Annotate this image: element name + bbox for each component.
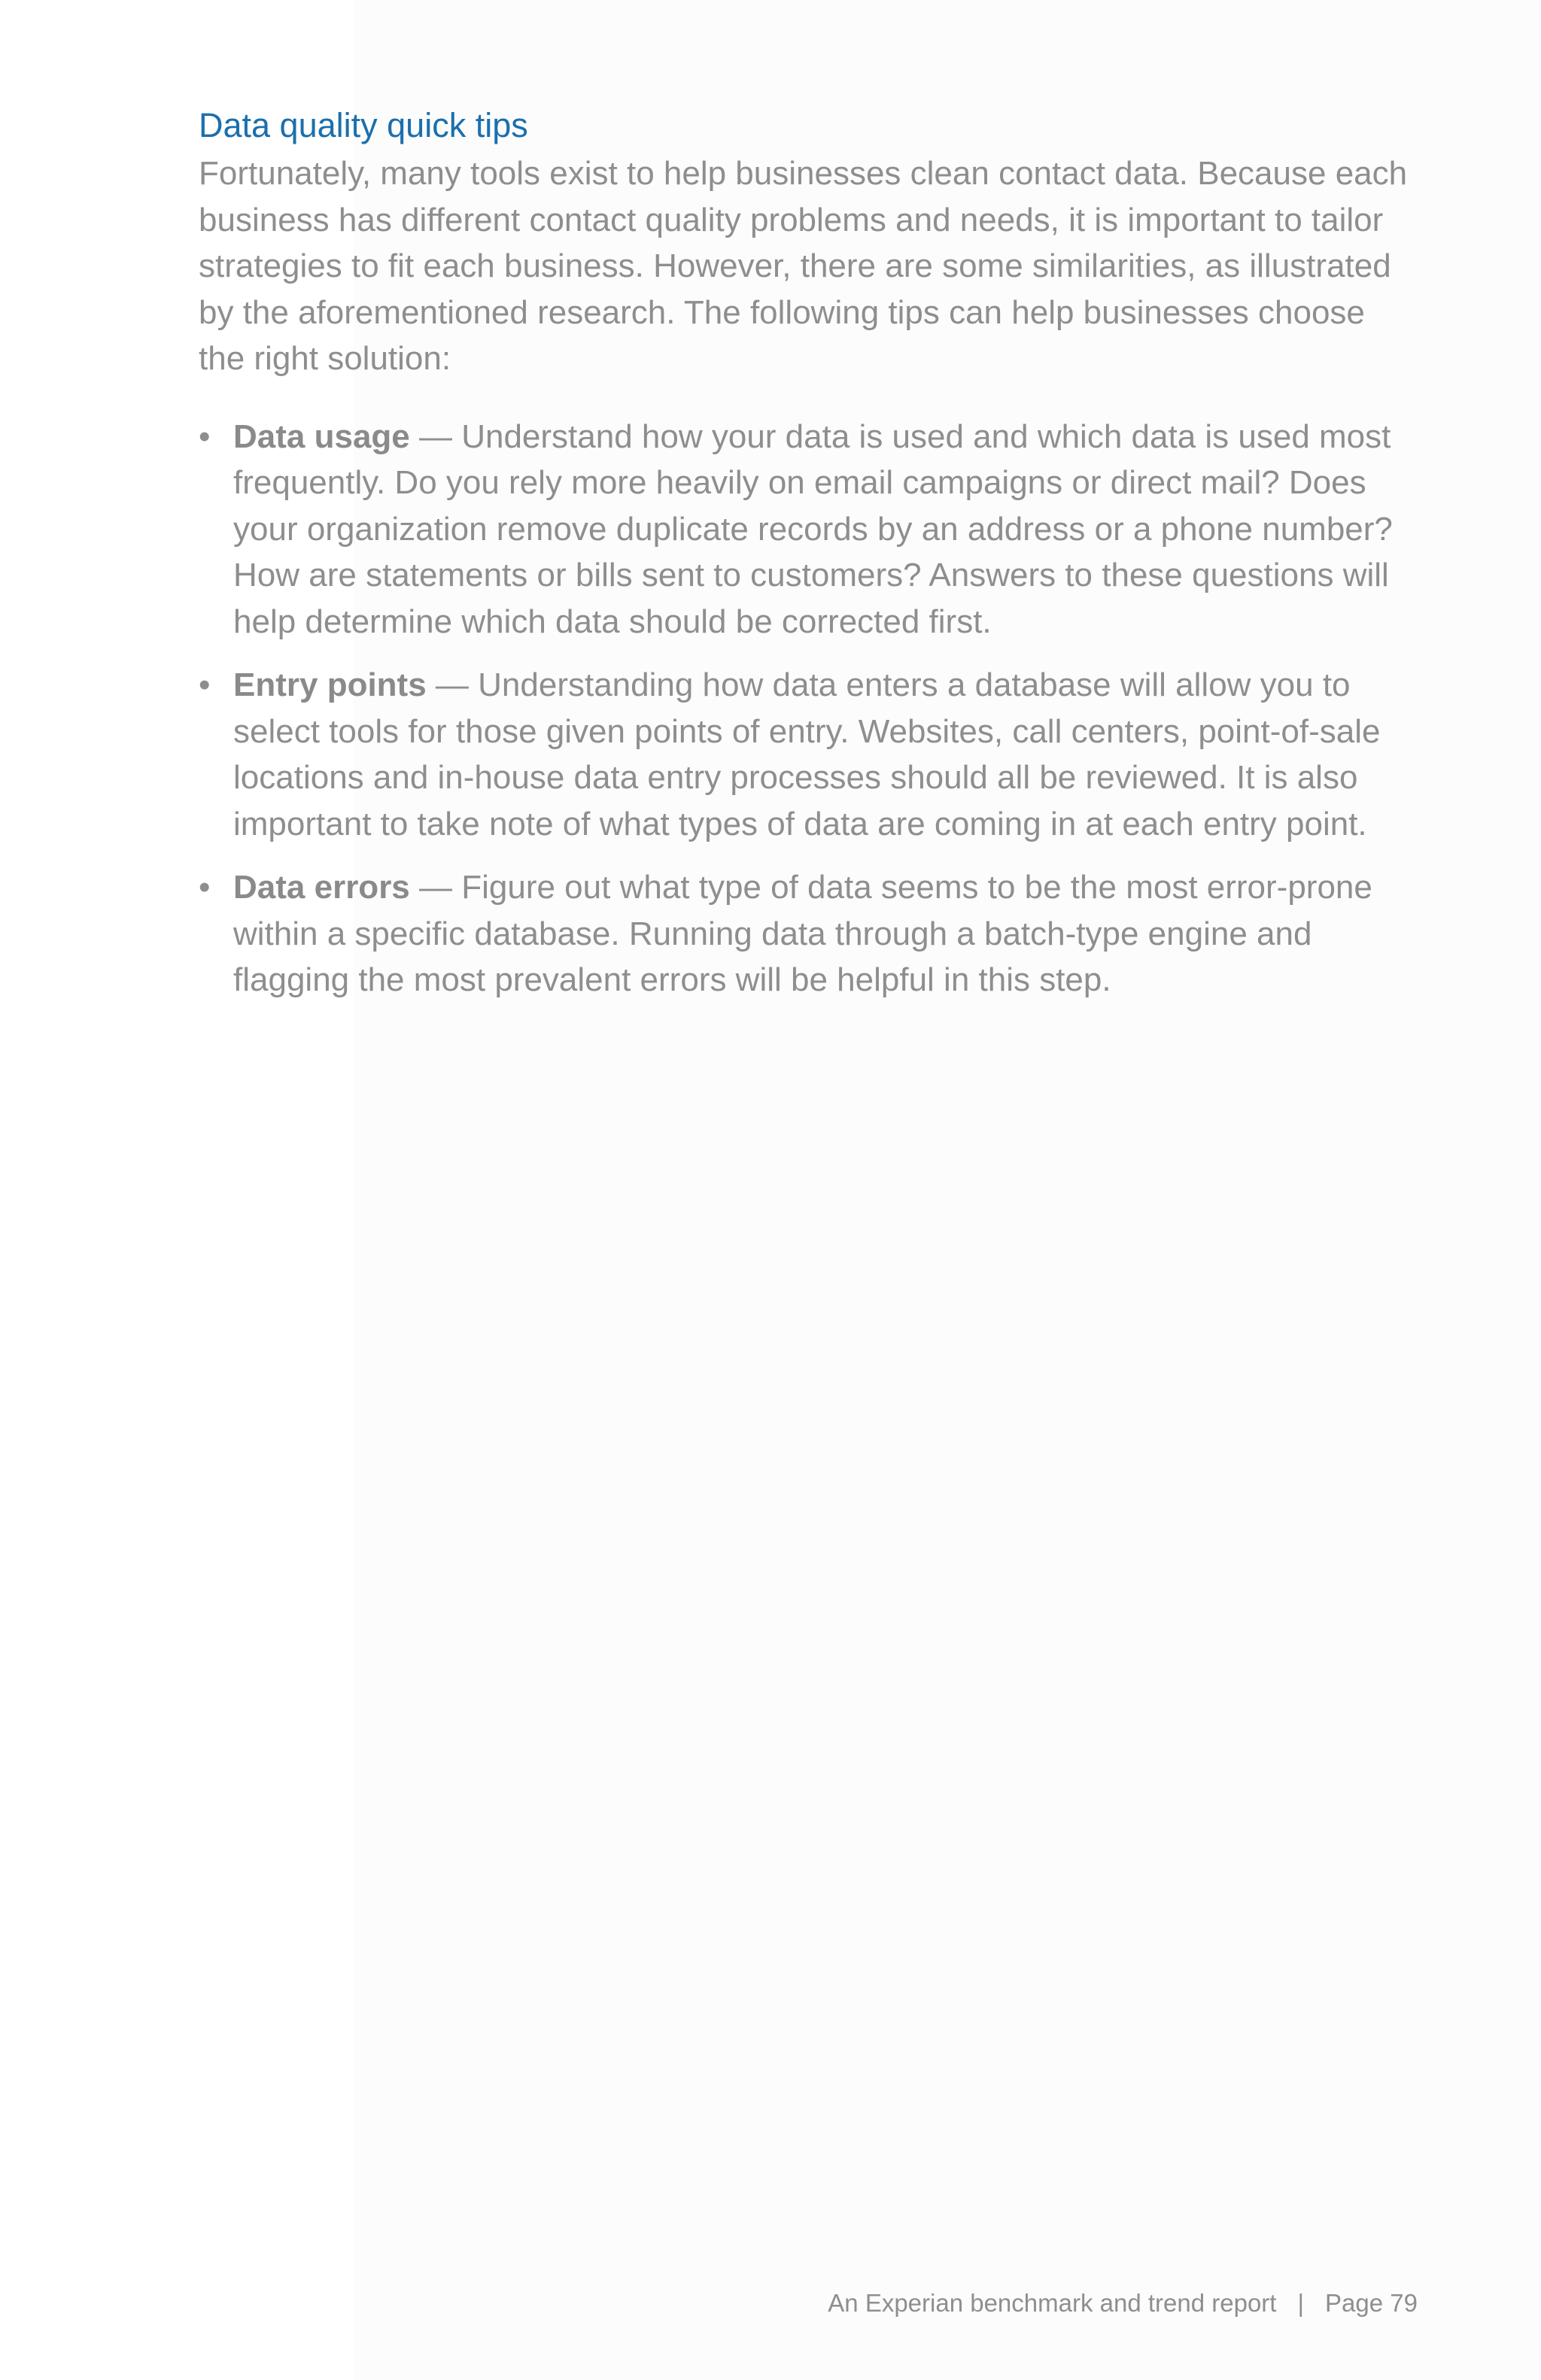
bullet-icon: •	[199, 869, 211, 906]
tip-text: Understanding how data enters a database will allow you to select tools for those given points of entry. Websites, call centers, point-of-sale locations and in-house data entry processes should all be reviewed. It is also important to take note of what types of data are coming in at each entry point.	[233, 666, 1381, 842]
tip-item-entry-points	[199, 662, 1418, 847]
tip-dash: —	[426, 666, 479, 703]
footer-report-title: An Experian benchmark and trend report	[828, 2289, 1277, 2317]
bullet-icon: •	[199, 417, 211, 455]
tip-dash: —	[409, 869, 462, 906]
page-footer	[828, 2288, 1418, 2318]
intro-paragraph: Fortunately, many tools exist to help businesses clean contact data. Because each business has different contact quality problems and needs, it is important to tailor strategies to fit each business. However, there are some similarities, as illustrated by the aforementioned research. The following tips can help businesses choose the right solution:	[199, 155, 1408, 377]
tip-title: Data usage	[233, 417, 410, 455]
tip-dash: —	[409, 417, 462, 455]
footer-separator: |	[1297, 2289, 1305, 2317]
bullet-icon: •	[199, 666, 211, 703]
tip-text: Figure out what type of data seems to be the most error-prone within a specific database. Running data through a batch-type engine and flagging the most prevalent errors will be helpful in this step.	[233, 869, 1372, 998]
tips-list	[199, 414, 1418, 1003]
section-heading: Data quality quick tips	[199, 106, 528, 144]
page-number: Page 79	[1325, 2289, 1418, 2317]
tip-title: Data errors	[233, 869, 410, 906]
page-content	[199, 104, 1418, 1021]
tip-text: Understand how your data is used and which data is used most frequently. Do you rely more heavily on email campaigns or direct mail? Does your organization remove duplicate records by an address or a phone number? How are statements or bills sent to customers? Answers to these questions will help determine which data should be corrected first.	[233, 417, 1393, 640]
tip-item-data-errors	[199, 864, 1418, 1003]
tip-title: Entry points	[233, 666, 427, 703]
tip-item-data-usage	[199, 414, 1418, 645]
